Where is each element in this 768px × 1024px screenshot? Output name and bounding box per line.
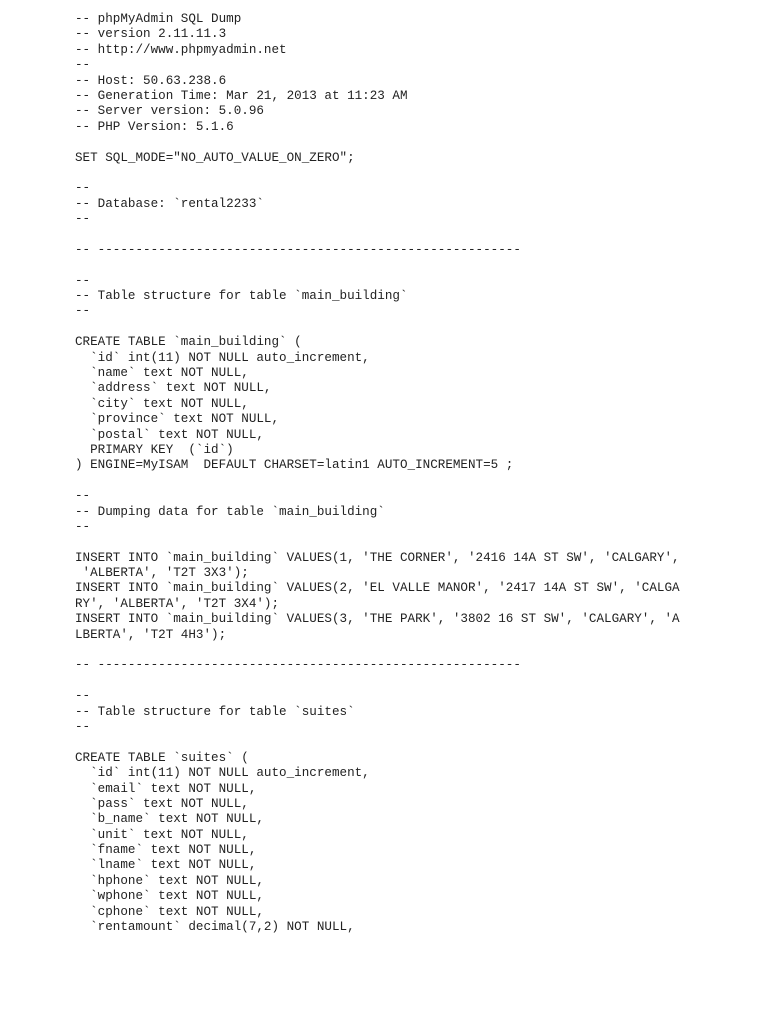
blank-line — [75, 135, 715, 150]
code-line: RY', 'ALBERTA', 'T2T 3X4'); — [75, 596, 280, 611]
code-line: `lname` text NOT NULL, — [75, 858, 257, 873]
code-line: `province` text NOT NULL, — [75, 412, 280, 427]
blank-line — [75, 166, 715, 181]
code-line: CREATE TABLE `main_building` ( — [75, 335, 302, 350]
blank-line — [75, 258, 715, 273]
comment-line: -- Dumping data for table `main_building` — [75, 504, 385, 519]
blank-line — [75, 735, 715, 750]
comment-line: -- phpMyAdmin SQL Dump — [75, 12, 242, 26]
code-line: `postal` text NOT NULL, — [75, 427, 264, 442]
code-line: `pass` text NOT NULL, — [75, 796, 249, 811]
comment-line: -- — [75, 519, 91, 534]
comment-line: -- Host: 50.63.238.6 — [75, 73, 227, 88]
comment-line: -- — [75, 719, 91, 734]
comment-line: -- — [75, 212, 91, 227]
comment-line: -- — [75, 58, 91, 73]
code-line: PRIMARY KEY (`id`) — [75, 442, 234, 457]
comment-line: -- http://www.phpmyadmin.net — [75, 42, 287, 57]
code-line: LBERTA', 'T2T 4H3'); — [75, 627, 227, 642]
code-line: `cphone` text NOT NULL, — [75, 904, 264, 919]
comment-line: -- -------------------------------------------------------- — [75, 242, 521, 257]
code-line: `city` text NOT NULL, — [75, 396, 249, 411]
sql-dump-text — [75, 12, 715, 935]
code-line: INSERT INTO `main_building` VALUES(1, 'THE CORNER', '2416 14A ST SW', 'CALGARY', — [75, 550, 680, 565]
code-line: `unit` text NOT NULL, — [75, 827, 249, 842]
code-line: `id` int(11) NOT NULL auto_increment, — [75, 766, 370, 781]
comment-line: -- — [75, 273, 91, 288]
code-line: `b_name` text NOT NULL, — [75, 812, 264, 827]
comment-line: -- Generation Time: Mar 21, 2013 at 11:23 AM — [75, 88, 408, 103]
comment-line: -- — [75, 689, 91, 704]
comment-line: -- version 2.11.11.3 — [75, 27, 227, 42]
blank-line — [75, 535, 715, 550]
code-line: `wphone` text NOT NULL, — [75, 889, 264, 904]
code-line: `name` text NOT NULL, — [75, 365, 249, 380]
comment-line: -- — [75, 181, 91, 196]
code-line: SET SQL_MODE="NO_AUTO_VALUE_ON_ZERO"; — [75, 150, 355, 165]
comment-line: -- PHP Version: 5.1.6 — [75, 119, 234, 134]
code-line: `id` int(11) NOT NULL auto_increment, — [75, 350, 370, 365]
code-line: `fname` text NOT NULL, — [75, 843, 257, 858]
comment-line: -- -------------------------------------------------------- — [75, 658, 521, 673]
blank-line — [75, 474, 715, 489]
code-line: 'ALBERTA', 'T2T 3X3'); — [75, 566, 249, 581]
code-line: ) ENGINE=MyISAM DEFAULT CHARSET=latin1 AUTO_INCREMENT=5 ; — [75, 458, 514, 473]
blank-line — [75, 674, 715, 689]
comment-line: -- Table structure for table `suites` — [75, 704, 355, 719]
blank-line — [75, 227, 715, 242]
blank-line — [75, 643, 715, 658]
code-line: `address` text NOT NULL, — [75, 381, 272, 396]
comment-line: -- Database: `rental2233` — [75, 196, 264, 211]
code-line: INSERT INTO `main_building` VALUES(2, 'EL VALLE MANOR', '2417 14A ST SW', 'CALGA — [75, 581, 680, 596]
code-line: CREATE TABLE `suites` ( — [75, 750, 249, 765]
comment-line: -- Server version: 5.0.96 — [75, 104, 264, 119]
comment-line: -- — [75, 304, 91, 319]
code-line: INSERT INTO `main_building` VALUES(3, 'THE PARK', '3802 16 ST SW', 'CALGARY', 'A — [75, 612, 680, 627]
code-line: `email` text NOT NULL, — [75, 781, 257, 796]
comment-line: -- Table structure for table `main_building` — [75, 289, 408, 304]
blank-line — [75, 320, 715, 335]
code-line: `hphone` text NOT NULL, — [75, 873, 264, 888]
comment-line: -- — [75, 489, 91, 504]
code-line: `rentamount` decimal(7,2) NOT NULL, — [75, 920, 355, 935]
